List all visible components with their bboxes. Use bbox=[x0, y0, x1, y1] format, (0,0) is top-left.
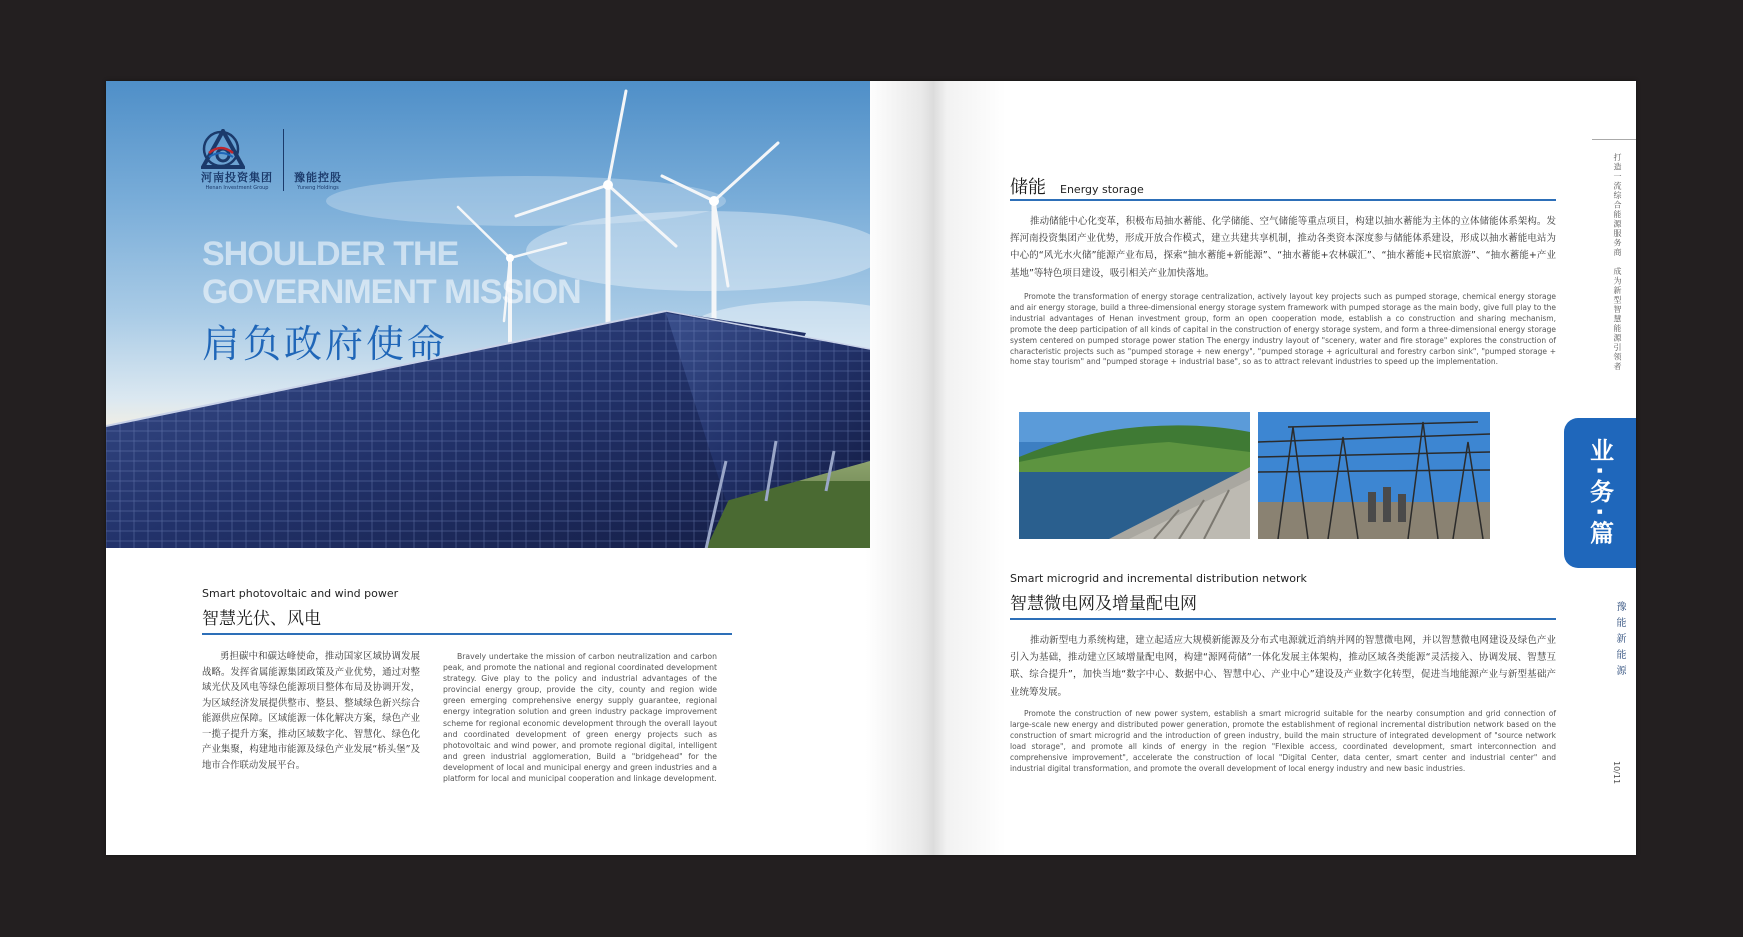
logo-group bbox=[201, 129, 342, 191]
henan-investment-logo bbox=[201, 167, 273, 191]
microgrid-title-en: Smart microgrid and incremental distribution network bbox=[1010, 572, 1307, 585]
side-slogan: 打造一流综合能源服务商 成为新型智慧能源引领者 bbox=[1613, 153, 1622, 372]
mission-headline-cn: 肩负政府使命 bbox=[202, 322, 449, 366]
yuneng-holdings-logo bbox=[294, 167, 342, 191]
substation-image bbox=[1258, 412, 1490, 539]
pv-section-title-cn: 智慧光伏、风电 bbox=[202, 609, 321, 629]
storage-body-en: Promote the transformation of energy storage centralization, actively layout key projects such as pumped storage, chemical energy storage and air energy storage, build a three-dimensional energy storage system framework with pumped storage as the main body, give full play to the industrial advantages of Henan investment group, form an open cooperation mode, establish a co construction and sharing mechanism, promote the deep participation of all kinds of capital in the construction of energy storage system, and form a three-dimensional energy storage system centered on pumped storage power station The energy industry layout of "scenery, water and fire storage" explores the construction of characteristic projects such as "pumped storage + new energy", "pumped storage + agricultural and forestry carbon sink", "pumped storage + home stay tourism" and "pumped storage + industrial base", so as to attract relevant industries to speed up the implementation. bbox=[1010, 292, 1556, 367]
dam-photo bbox=[1019, 412, 1250, 539]
hero-image bbox=[106, 81, 870, 548]
section-tab-business[interactable]: 业·务·篇 bbox=[1564, 418, 1636, 568]
side-divider bbox=[1592, 139, 1636, 140]
microgrid-title-cn: 智慧微电网及增量配电网 bbox=[1010, 594, 1197, 614]
mission-headline-en-line2: GOVERNMENT MISSION bbox=[202, 273, 581, 311]
mission-headline-en bbox=[202, 235, 581, 311]
microgrid-body-en: Promote the construction of new power system, establish a smart microgrid suitable for the nearby consumption and grid connection of large-scale new energy and distributed power generation, promote the establishment of regional incremental distribution network based on the construction of smart microgrid and the introduction of green industry, build the main structure of integrated development of "source network load storage", and promote all kinds of energy in the region "Flexible access, coordinated development, smart interconnection and comprehensive improvement", accelerate the construction of local "Digital Center, data center, smart center and industrial center" and industrial digital transformation, and promote the overall development of local energy industry and new basic industries. bbox=[1010, 709, 1556, 773]
pv-section-title-en: Smart photovoltaic and wind power bbox=[202, 587, 399, 600]
microgrid-body-cn: 推动新型电力系统构建，建立起适应大规模新能源及分布式电源就近消纳并网的智慧微电网，并以智慧微电网建设及绿色产业引入为基础，推动建立区域增量配电网，构建“源网荷储”一体化发展主体架构，推动区域各类能源“灵活接入、协调发展、智慧互联、综合提升”，加快当地“数字中心、数据中心、智慧中心、产业中心”建设及产业数字化转型，促进当地能源产业与新型基础产业统筹发展。 bbox=[1010, 635, 1556, 698]
pv-body-cn: 勇担碳中和碳达峰使命，推动国家区域协调发展战略。发挥省属能源集团政策及产业优势，通过对整域光伏及风电等绿色能源项目整体布局及协调开发，为区域经济发展提供整市、整县、整域绿色新兴综合能源供应保障。区域能源一体化解决方案，绿色产业一揽子提升方案，推动区域数字化、智慧化、绿色化产业集聚，构建地市能源及绿色产业发展“桥头堡”及地市合作联动发展平台。 bbox=[202, 651, 420, 771]
substation-photo bbox=[1258, 412, 1490, 539]
henan-investment-name-en: Henan Investment Group bbox=[205, 185, 269, 191]
yuneng-holdings-name-en: Yuneng Holdings bbox=[297, 185, 339, 191]
storage-section-rule bbox=[1010, 199, 1556, 201]
storage-title-en: Energy storage bbox=[1060, 183, 1144, 196]
logo-divider bbox=[283, 129, 284, 191]
storage-section-heading bbox=[1010, 173, 1144, 199]
dam-reservoir-image bbox=[1019, 412, 1250, 539]
storage-body-cn: 推动储能中心化变革，积极布局抽水蓄能、化学储能、空气储能等重点项目，构建以抽水蓄能为主体的立体储能体系架构。发挥河南投资集团产业优势，形成开放合作模式，建立共建共享机制，推动各类资本深度参与储能体系建设，形成以抽水蓄能电站为中心的“风光水火储”能源产业布局，探索“抽水蓄能+新能源”、“抽水蓄能+农林碳汇”、“抽水蓄能+民宿旅游”、“抽水蓄能+产业基地”等特色项目建设，吸引相关产业加快落地。 bbox=[1010, 216, 1556, 279]
yuneng-holdings-name: 豫能控股 bbox=[294, 171, 342, 184]
yuneng-holdings-logo-icon bbox=[201, 129, 241, 169]
brochure-spread bbox=[106, 81, 1636, 855]
henan-investment-name: 河南投资集团 bbox=[201, 171, 273, 184]
mission-headline-en-line1: SHOULDER THE bbox=[202, 235, 459, 273]
pv-body-en: Bravely undertake the mission of carbon neutralization and carbon peak, and promote the national and regional coordinated development strategy. Give play to the policy and industrial advantages of the provincial energy group, provide the city, county and region wide green emerging comprehensive energy supply guarantee, regional energy integration solution and green industry package improvement scheme for regional economic development through the overall layout and coordinated development of green energy projects such as photovoltaic and wind power, and promote regional digital, intelligent and green industrial agglomeration, Build a "bridgehead" for the development of local and municipal energy and green industries and a platform for local and municipal cooperation and linkage development. bbox=[443, 652, 717, 784]
page-gutter bbox=[866, 81, 1006, 855]
page-numbers: 10/11 bbox=[1612, 761, 1621, 785]
side-brand-name: 豫能新能源 bbox=[1614, 601, 1625, 681]
microgrid-section-rule bbox=[1010, 618, 1556, 620]
pv-section-rule bbox=[202, 633, 732, 635]
storage-title-cn: 储能 bbox=[1010, 177, 1046, 198]
